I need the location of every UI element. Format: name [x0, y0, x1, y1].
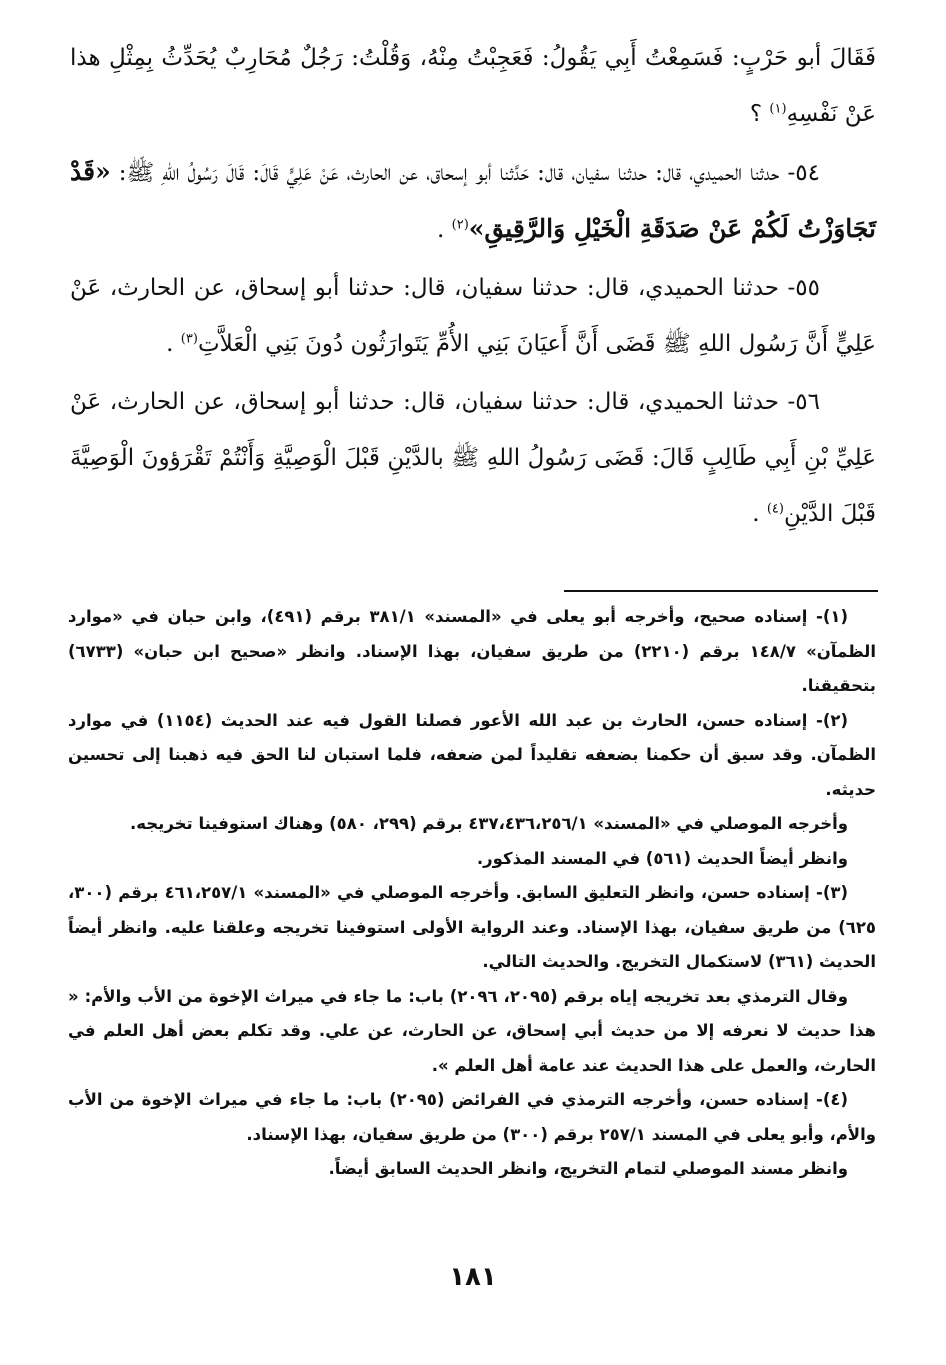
- paragraph-text: فَقَالَ أبو حَرْبٍ: فَسَمِعْتُ أَبِي يَقُولُ: فَعَجِبْتُ مِنْهُ، وَقُلْتُ: رَجُلٌ مُحَارِبٌ يُحَدِّثُ بِمِثْلِ هذا عَنْ نَفْسِهِ: [70, 45, 876, 127]
- paragraph-abu-harb: [70, 30, 876, 142]
- paragraph-end: ؟: [749, 101, 770, 127]
- footnote-3: (٣)- إسناده حسن، وانظر التعليق السابق. وأخرجه الموصلي في «المسند» ٤٦١،٢٥٧/١ برقم (٣٠٠، ٦٢٥) من طريق سفيان، بهذا الإسناد. وعند الرواية الأولى استوفينا تخريجه وعلقنا عليه. وانظر أيضاً الحديث (٣٦١) لاستكمال التخريج. والحديث التالي.: [68, 883, 876, 971]
- footnote-ref-2: (٢): [451, 217, 469, 233]
- hadith-54: [70, 144, 876, 258]
- footnote-2-see-also: وانظر أيضاً الحديث (٥٦١) في المسند المذكور.: [476, 848, 848, 868]
- page-number: ١٨١: [449, 1262, 497, 1292]
- main-text: [70, 30, 876, 544]
- footnote-4-see-also: وانظر مسند الموصلي لتمام التخريج، وانظر الحديث السابق أيضاً.: [328, 1159, 848, 1178]
- footnote-ref-1: (١): [769, 101, 787, 117]
- hadith-text: ٥٦- حدثنا الحميدي، قال: حدثنا سفيان، قال: حدثنا أبو إسحاق، عن الحارث، عَنْ عَلِيِّ بْنِ أَبِي طَالِبٍ قَالَ: قَضَى رَسُولُ اللهِ ﷺ بالدَّيْنِ قَبْلَ الْوَصِيَّةِ وَأَنْتُمْ تَقْرَؤونَ الْوَصِيَّةَ قَبْلَ الدَّيْنِ: [70, 389, 876, 527]
- footnote-2: (٢)- إسناده حسن، الحارث بن عبد الله الأعور فصلنا القول فيه عند الحديث (١١٥٤) في موارد الظمآن. وقد سبق أن حكمنا بضعفه تقليداً لمن ضعفه، فلما استبان لنا الحق فيه ذهبنا إلى تحسين حديثه.: [68, 710, 876, 799]
- hadith-quote: «قَدْ تَجَاوَزْتُ لَكُمْ عَنْ صَدَقَةِ الْخَيْلِ وَالرَّقِيقِ»: [70, 157, 876, 243]
- hadith-56: [70, 374, 876, 542]
- hadith-end: .: [437, 217, 452, 243]
- hadith-text: ٥٥- حدثنا الحميدي، قال: حدثنا سفيان، قال: حدثنا أبو إسحاق، عن الحارث، عَنْ عَلِيٍّ أَنَّ رَسُول اللهِ ﷺ قَضَى أَنَّ أَعيَانَ بَنِي الأُمِّ يَتَوارَثُون دُونَ بَنِي الْعَلاَّتِ: [70, 275, 876, 357]
- hadith-55: [70, 260, 876, 372]
- footnote-1: (١)- إسناده صحيح، وأخرجه أبو يعلى في «المسند» ٣٨١/١ برقم (٤٩١)، وابن حبان في «موارد الظمآن» ١٤٨/٧ برقم (٢٢١٠) من طريق سفيان، بهذا الإسناد. وانظر «صحيح ابن حبان» (٦٧٣٣) بتحقيقنا.: [68, 607, 876, 695]
- footnote-4: (٤)- إسناده حسن، وأخرجه الترمذي في الفرائض (٢٠٩٥) باب: ما جاء في ميراث الإخوة من الأب والأم، وأبو يعلى في المسند ٢٥٧/١ برقم (٣٠٠) من طريق سفيان، بهذا الإسناد.: [68, 1090, 876, 1144]
- footnote-ref-4: (٤): [766, 501, 784, 517]
- hadith-end: .: [752, 501, 767, 527]
- footnote-ref-3: (٣): [180, 331, 198, 347]
- footnote-separator: [564, 590, 878, 592]
- footnote-3-tirmidhi: وقال الترمذي بعد تخريجه إياه برقم (٢٠٩٥، ٢٠٩٦) باب: ما جاء في ميراث الإخوة من الأب والأم: « هذا حديث لا نعرفه إلا من حديث أبي إسحاق، عن الحارث، عن علي. وقد تكلم بعض أهل العلم في الحارث، والعمل على هذا الحديث عند عامة أهل العلم ».: [68, 986, 876, 1075]
- footnotes: [68, 600, 876, 1187]
- footnote-2-continued: وأخرجه الموصلي في «المسند» ٤٣٧،٤٣٦،٢٥٦/١ برقم (٢٩٩، ٥٨٠) وهناك استوفينا تخريجه.: [130, 814, 848, 833]
- hadith-text: ٥٤- حدثنا الحميدي، قال: حدثنا سفيان، قال: حَدَّثنا أبو إسحاق، عن الحارث، عَنْ عَلِيٍّ قَالَ: قَالَ رَسُولُ اللهِ ﷺ:: [110, 160, 820, 186]
- hadith-end: .: [166, 331, 181, 357]
